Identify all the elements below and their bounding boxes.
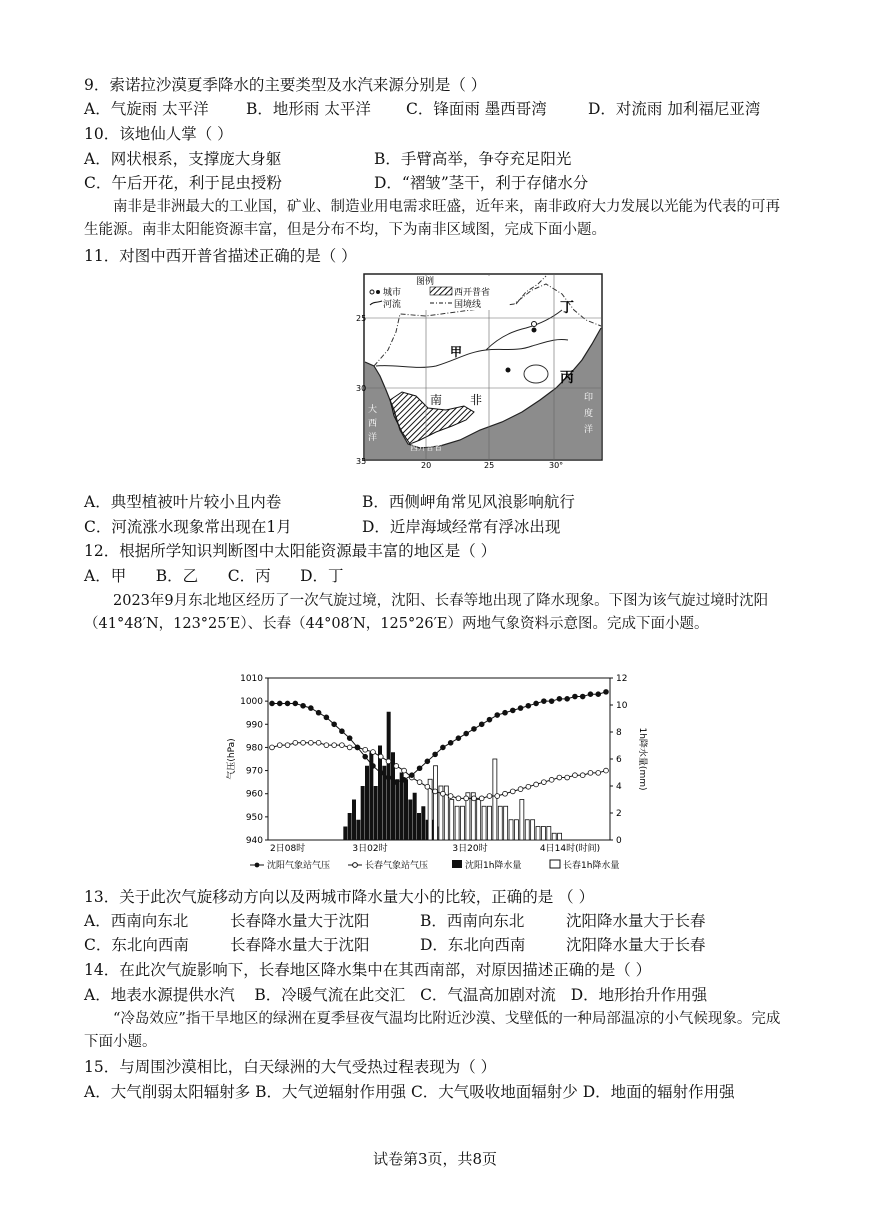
ocean-indian-2: 度 [584, 409, 594, 419]
q10-stem: 10．该地仙人掌（ ） [84, 125, 233, 143]
shenyang-pressure-point [285, 701, 290, 706]
changchun-pressure-point [464, 796, 469, 801]
shenyang-pressure-point [588, 692, 593, 697]
changchun-pressure-point [495, 794, 500, 799]
changchun-pressure-point [503, 791, 508, 796]
left-axis-label: 气压(hPa) [227, 738, 237, 780]
legend-changchun-rain-icon [550, 860, 560, 868]
changchun-pressure-point [573, 773, 578, 778]
changchun-pressure-point [270, 745, 275, 750]
changchun-rain-bar [536, 827, 540, 841]
x-tick-label: 3日02时 [352, 844, 388, 854]
changchun-pressure-point [565, 775, 570, 780]
shenyang-pressure-point [425, 759, 430, 764]
q11-stem: 11．对图中西开普省描述正确的是（ ） [84, 247, 357, 265]
lon-label-30: 30° [549, 461, 564, 468]
left-tick-label: 970 [245, 766, 263, 777]
label-jia: 甲 [450, 345, 463, 359]
shenyang-rain-bar [408, 800, 412, 841]
shenyang-pressure-point [308, 706, 313, 711]
q11-option-b: B．西侧岬角常见风浪影响航行 [362, 493, 575, 511]
shenyang-rain-bar [378, 746, 382, 841]
shenyang-rain-bar [343, 827, 347, 841]
changchun-pressure-point [301, 740, 306, 745]
label-fei: 非 [470, 393, 483, 407]
x-tick-label: 3日20时 [452, 844, 488, 854]
right-tick-label: 4 [616, 782, 622, 792]
left-tick-label: 960 [245, 789, 263, 800]
changchun-pressure-point [541, 780, 546, 785]
changchun-pressure-point [402, 768, 407, 773]
q13-option-d-compare: 沈阳降水量大于长春 [566, 936, 706, 954]
legend-province-icon [430, 287, 452, 295]
legend-city-icon-filled [376, 290, 380, 294]
ocean-indian-1: 印 [584, 393, 594, 403]
passage-cold-island: “冷岛效应”指干旱地区的绿洲在夏季昼夜气温均比附近沙漠、戈壁低的一种局部温凉的小气候现象。完成下面小题。 [84, 1011, 781, 1050]
changchun-pressure-point [596, 770, 601, 775]
changchun-pressure-point [285, 743, 290, 748]
shenyang-pressure-point [526, 703, 531, 708]
changchun-pressure-point [340, 743, 345, 748]
changchun-pressure-point [518, 787, 523, 792]
shenyang-pressure-point [534, 701, 539, 706]
shenyang-pressure-point [301, 703, 306, 708]
shenyang-rain-bar [421, 806, 425, 840]
shenyang-pressure-point [596, 692, 601, 697]
changchun-pressure-point [526, 784, 531, 789]
shenyang-rain-bar [400, 773, 404, 841]
changchun-rain-bar [455, 806, 459, 840]
shenyang-pressure-point [503, 710, 508, 715]
shenyang-pressure-point [557, 696, 562, 701]
shenyang-pressure-point [464, 731, 469, 736]
changchun-rain-bar [493, 759, 497, 840]
shenyang-rain-bar [417, 813, 421, 840]
shenyang-pressure-point [378, 770, 383, 775]
changchun-pressure-point [433, 789, 438, 794]
shenyang-pressure-point [417, 766, 422, 771]
shenyang-rain-bar [352, 800, 356, 841]
changchun-pressure-point [347, 745, 352, 750]
lat-label-35: 35 [356, 457, 367, 466]
label-ding: 丁 [560, 300, 574, 316]
lon-label-25: 25 [484, 461, 495, 468]
changchun-rain-bar [541, 827, 545, 841]
q9-option-d: D．对流雨 加利福尼亚湾 [588, 100, 761, 118]
right-tick-label: 12 [616, 674, 628, 684]
shenyang-rain-bar [365, 766, 369, 840]
shenyang-pressure-point [433, 752, 438, 757]
changchun-rain-bar [514, 820, 518, 840]
x-tick-label: 4日14时(时间) [539, 844, 601, 854]
changchun-pressure-point [417, 780, 422, 785]
q13-stem: 13．关于此次气旋移动方向以及两城市降水量大小的比较，正确的是 （ ） [84, 888, 595, 906]
legend-city-icon [370, 290, 374, 294]
changchun-rain-bar [525, 820, 529, 840]
left-tick-label: 940 [245, 836, 263, 846]
shenyang-rain-bar [361, 786, 365, 840]
changchun-pressure-point [394, 764, 399, 769]
changchun-pressure-point [448, 794, 453, 799]
left-tick-label: 980 [245, 743, 263, 754]
weather-chart [220, 668, 680, 880]
shenyang-pressure-point [448, 740, 453, 745]
changchun-rain-bar [552, 833, 556, 840]
shenyang-pressure-point [402, 777, 407, 782]
q9-option-c: C．锋面雨 墨西哥湾 [406, 100, 547, 118]
label-western-cape: 西开普省 [410, 443, 442, 452]
changchun-pressure-point [472, 796, 477, 801]
changchun-rain-bar [531, 820, 535, 840]
shenyang-pressure-point [332, 722, 337, 727]
changchun-rain-bar [434, 766, 438, 840]
legend-title: 图例 [416, 277, 435, 287]
shenyang-rain-bar [374, 786, 378, 840]
q10-options-row2 [84, 172, 588, 194]
left-tick-label: 990 [245, 720, 263, 731]
shenyang-pressure-point [565, 696, 570, 701]
q13-option-d-direction: D．东北向西南 [420, 936, 526, 954]
changchun-pressure-point [479, 796, 484, 801]
q13-option-a-compare: 长春降水量大于沈阳 [230, 912, 370, 930]
shenyang-pressure-point [518, 706, 523, 711]
shenyang-pressure-point [340, 729, 345, 734]
changchun-pressure-point [510, 789, 515, 794]
changchun-pressure-point [293, 740, 298, 745]
changchun-pressure-point [580, 773, 585, 778]
shenyang-pressure-point [293, 701, 298, 706]
shenyang-pressure-point [487, 717, 492, 722]
shenyang-pressure-point [510, 708, 515, 713]
q15-options: A．大气削弱太阳辐射多 B．大气逆辐射作用强 C．大气吸收地面辐射少 D．地面的辐射作用强 [84, 1083, 735, 1101]
q10-option-b: B．手臂高举，争夺充足阳光 [374, 150, 572, 168]
shenyang-pressure-point [347, 736, 352, 741]
shenyang-rain-bar [404, 779, 408, 840]
legend-changchun-rain: 长春1h降水量 [563, 861, 620, 871]
q13-option-b-direction: B．西南向东北 [420, 912, 525, 930]
legend-shenyang-pressure-dot [255, 863, 260, 868]
shenyang-pressure-point [394, 780, 399, 785]
changchun-pressure-point [386, 759, 391, 764]
legend-border-label: 国境线 [454, 300, 482, 310]
south-africa-map [356, 270, 606, 468]
q9-option-b: B．地形雨 太平洋 [246, 100, 371, 118]
lat-label-25: 25 [356, 314, 367, 323]
changchun-rain-bar [547, 827, 551, 841]
legend-shenyang-pressure: 沈阳气象站气压 [267, 861, 331, 871]
q13-option-c-compare: 长春降水量大于沈阳 [230, 936, 370, 954]
right-axis-label: 1h降水量(mm) [637, 727, 647, 791]
lat-label-30: 30 [356, 384, 367, 393]
changchun-pressure-point [324, 743, 329, 748]
shenyang-rain-bar [382, 766, 386, 840]
changchun-rain-bar [477, 800, 481, 841]
shenyang-pressure-point [270, 701, 275, 706]
shenyang-pressure-point [456, 736, 461, 741]
shenyang-pressure-point [355, 745, 360, 750]
left-tick-label: 950 [245, 812, 263, 823]
shenyang-rain-bar [348, 813, 352, 840]
changchun-rain-bar [520, 800, 524, 841]
changchun-pressure-point [425, 784, 430, 789]
ocean-atlantic-3: 洋 [368, 433, 378, 443]
passage-south-africa: 南非是非洲最大的工业国，矿业、制造业用电需求旺盛，近年来，南非政府大力发展以光能为代表的可再生能源。南非太阳能资源丰富，但是分布不均，下为南非区域图，完成下面小题。 [84, 199, 780, 238]
legend-changchun-pressure: 长春气象站气压 [365, 861, 429, 871]
right-tick-label: 10 [616, 701, 628, 711]
city-marker-2 [532, 328, 537, 333]
shenyang-pressure-point [324, 715, 329, 720]
changchun-rain-bar [487, 806, 491, 840]
q9-option-a: A．气旋雨 太平洋 [84, 100, 209, 118]
shenyang-pressure-point [573, 694, 578, 699]
q11-option-c: C．河流涨水现象常出现在1月 [84, 518, 292, 536]
city-marker-3 [506, 368, 511, 373]
legend-shenyang-rain-icon [452, 860, 462, 868]
shenyang-pressure-point [472, 727, 477, 732]
shenyang-pressure-point [386, 775, 391, 780]
changchun-rain-bar [509, 820, 513, 840]
shenyang-pressure-point [549, 699, 554, 704]
shenyang-pressure-line [272, 692, 606, 782]
q10-options-row1 [84, 148, 571, 170]
changchun-pressure-point [308, 740, 313, 745]
shenyang-pressure-point [440, 745, 445, 750]
shenyang-pressure-point [371, 764, 376, 769]
changchun-pressure-point [440, 791, 445, 796]
shenyang-rain-bar [356, 820, 360, 840]
shenyang-pressure-point [363, 754, 368, 759]
legend-changchun-pressure-dot [353, 863, 358, 868]
shenyang-pressure-point [604, 689, 609, 694]
changchun-rain-bar [498, 806, 502, 840]
q13-option-b-compare: 沈阳降水量大于长春 [566, 912, 706, 930]
label-nan: 南 [430, 393, 443, 407]
changchun-pressure-point [549, 777, 554, 782]
city-marker-1 [532, 322, 537, 327]
changchun-rain-bar [482, 806, 486, 840]
q10-option-a: A．网状根系，支撑庞大身躯 [84, 150, 282, 168]
shenyang-pressure-point [479, 722, 484, 727]
q14-options: A．地表水源提供水汽 B．冷暖气流在此交汇 C．气温高加剧对流 D．地形抬升作用强 [84, 986, 708, 1004]
ocean-atlantic-2: 西 [368, 419, 378, 429]
right-tick-label: 0 [616, 836, 622, 846]
q14-stem: 14．在此次气旋影响下，长春地区降水集中在其西南部，对原因描述正确的是（ ） [84, 961, 652, 979]
q15-stem: 15．与周围沙漠相比，白天绿洲的大气受热过程表现为（ ） [84, 1058, 497, 1076]
shenyang-pressure-point [495, 713, 500, 718]
changchun-pressure-point [332, 743, 337, 748]
shenyang-pressure-point [316, 710, 321, 715]
q12-stem: 12．根据所学知识判断图中太阳能资源最丰富的地区是（ ） [84, 542, 497, 560]
shenyang-pressure-point [277, 701, 282, 706]
changchun-rain-bar [461, 806, 465, 840]
q11-option-a: A．典型植被叶片较小且内卷 [84, 493, 282, 511]
q10-option-c: C．午后开花，利于昆虫授粉 [84, 174, 282, 192]
changchun-pressure-point [588, 770, 593, 775]
right-tick-label: 6 [616, 755, 622, 765]
q13-options-row1 [84, 910, 706, 932]
shenyang-rain-bar [395, 779, 399, 840]
x-tick-label: 2日08时 [270, 844, 306, 854]
changchun-pressure-point [371, 750, 376, 755]
changchun-rain-bar [558, 833, 562, 840]
changchun-pressure-point [378, 754, 383, 759]
legend-city-label: 城市 [383, 288, 402, 298]
changchun-pressure-point [604, 768, 609, 773]
page-footer: 试卷第3页，共8页 [372, 1150, 498, 1168]
legend-province-label: 西开普省 [454, 288, 491, 298]
passage-cyclone: 2023年9月东北地区经历了一次气旋过境，沈阳、长春等地出现了降水现象。下图为该气旋过境时沈阳（41°48′N，123°25′E）、长春（44°08′N，125°26′E）两地气象资料示意图。完成下面小题。 [84, 593, 769, 632]
legend-river-label: 河流 [383, 300, 402, 310]
q11-options-row1 [84, 491, 575, 513]
q11-option-d: D．近岸海域经常有浮冰出现 [362, 518, 561, 536]
ocean-indian-3: 洋 [584, 425, 594, 435]
q13-option-a-direction: A．西南向东北 [84, 912, 189, 930]
q9-options [84, 98, 760, 120]
changchun-pressure-point [277, 743, 282, 748]
shenyang-pressure-point [541, 699, 546, 704]
shenyang-rain-bar [413, 793, 417, 840]
changchun-pressure-point [363, 747, 368, 752]
changchun-pressure-point [456, 796, 461, 801]
changchun-pressure-point [534, 782, 539, 787]
changchun-pressure-point [557, 775, 562, 780]
ocean-atlantic-1: 大 [368, 405, 378, 415]
shenyang-pressure-point [580, 694, 585, 699]
q13-options-row2 [84, 934, 706, 956]
label-bing: 丙 [560, 370, 574, 386]
right-tick-label: 2 [616, 809, 622, 819]
shenyang-pressure-point [409, 773, 414, 778]
lesotho [524, 365, 548, 383]
changchun-rain-bar [450, 800, 454, 841]
q10-option-d: D．“褶皱”茎干，利于存储水分 [374, 174, 589, 192]
left-tick-label: 1010 [240, 674, 263, 684]
right-tick-label: 8 [616, 728, 622, 738]
left-tick-label: 1000 [240, 697, 263, 708]
q11-options-row2 [84, 516, 560, 538]
changchun-pressure-point [487, 794, 492, 799]
changchun-rain-bar [504, 806, 508, 840]
q12-options: A．甲 B．乙 C．丙 D．丁 [84, 567, 344, 585]
lon-label-20: 20 [421, 461, 432, 468]
legend-shenyang-rain: 沈阳1h降水量 [465, 861, 522, 871]
changchun-pressure-point [316, 740, 321, 745]
q13-option-c-direction: C．东北向西南 [84, 936, 189, 954]
q9-stem: 9．索诺拉沙漠夏季降水的主要类型及水汽来源分别是（ ） [84, 76, 487, 94]
